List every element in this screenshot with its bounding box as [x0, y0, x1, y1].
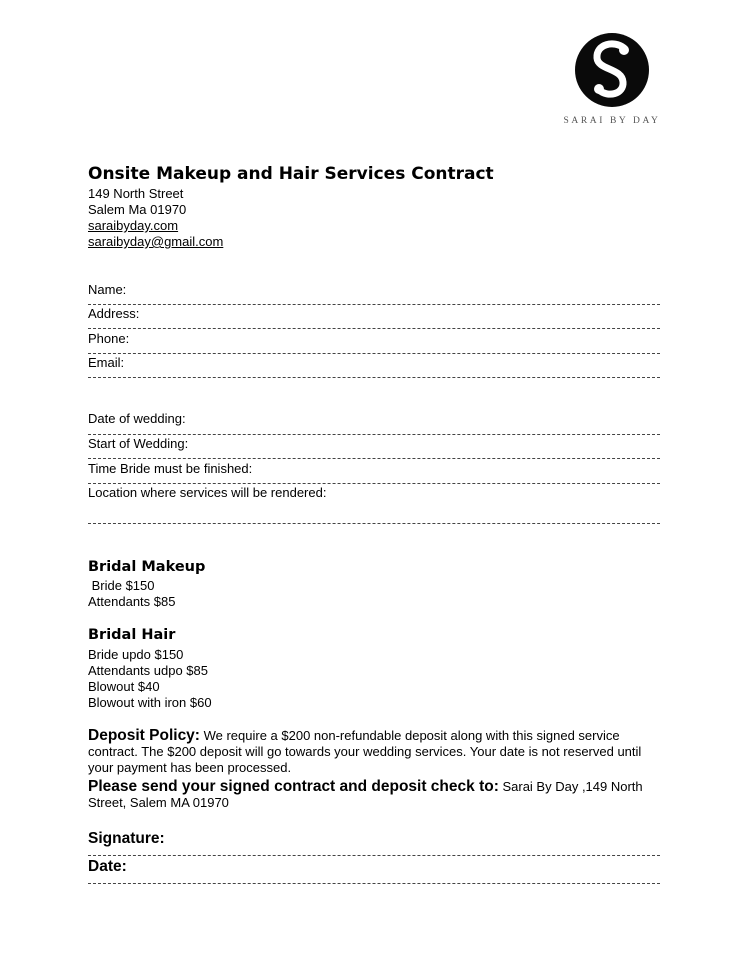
brand-logo: [560, 32, 664, 126]
signature-label: Signature:: [88, 830, 165, 847]
phone-field-line: [88, 353, 660, 354]
name-field-line: [88, 304, 660, 305]
wedding-start-label: Start of Wedding:: [88, 436, 189, 451]
hair-item: Bride updo $150: [88, 647, 184, 662]
deposit-policy-label: Deposit Policy:: [88, 727, 200, 744]
hair-item: Blowout $40: [88, 679, 160, 694]
signature-line: [88, 855, 660, 856]
deposit-policy: [88, 728, 663, 776]
brand-name: SARAI BY DAY: [563, 116, 661, 126]
hair-item: Attendants udpo $85: [88, 663, 208, 678]
page-title: Onsite Makeup and Hair Services Contract: [88, 164, 494, 184]
wedding-start-line: [88, 458, 660, 459]
wedding-date-label: Date of wedding:: [88, 411, 186, 426]
finish-time-line: [88, 483, 660, 484]
website-link[interactable]: saraibyday.com: [88, 218, 179, 233]
location-line: [88, 523, 660, 524]
finish-time-label: Time Bride must be finished:: [88, 461, 253, 476]
wedding-date-line: [88, 434, 660, 435]
makeup-item: Attendants $85: [88, 594, 176, 609]
monogram-logo-icon: [574, 32, 650, 108]
email-field-line: [88, 377, 660, 378]
address-field-line: [88, 328, 660, 329]
address-label: Address:: [88, 306, 140, 321]
hair-item: Blowout with iron $60: [88, 695, 212, 710]
bridal-makeup-heading: Bridal Makeup: [88, 559, 206, 575]
business-address-line1: 149 North Street: [88, 186, 184, 201]
send-instructions-text: Sarai By Day ,149 North Street, Salem MA 01970: [88, 779, 643, 810]
deposit-policy-text: We require a $200 non-refundable deposit along with this signed service contract. The $200 deposit will go towards your wedding services. Your date is not reserved until your payment has been processed.: [88, 728, 642, 775]
location-label: Location where services will be rendered:: [88, 485, 327, 500]
name-label: Name:: [88, 282, 127, 297]
bridal-hair-heading: Bridal Hair: [88, 627, 176, 643]
email-link[interactable]: saraibyday@gmail.com: [88, 234, 224, 249]
business-address-line2: Salem Ma 01970: [88, 202, 187, 217]
send-instructions-label: Please send your signed contract and deposit check to:: [88, 778, 499, 795]
date-line: [88, 883, 660, 884]
email-label: Email:: [88, 355, 125, 370]
makeup-item: Bride $150: [88, 578, 155, 593]
send-instructions: [88, 779, 663, 811]
phone-label: Phone:: [88, 331, 130, 346]
date-label: Date:: [88, 858, 127, 875]
